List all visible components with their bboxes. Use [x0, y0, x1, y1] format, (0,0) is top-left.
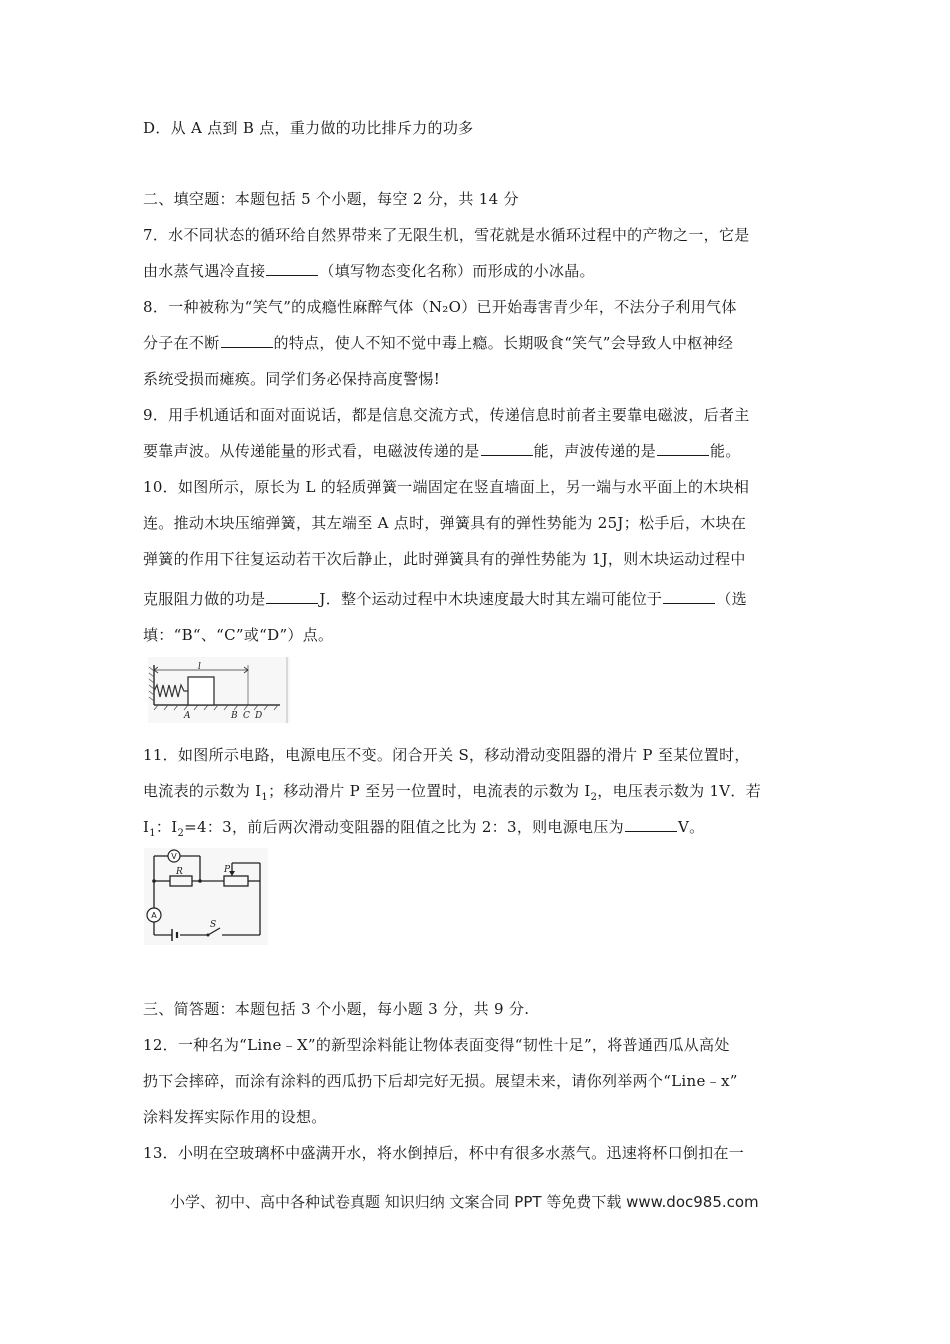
label-d: D — [255, 711, 263, 721]
q7-line1: 7．水不同状态的循环给自然界带来了无限生机，雪花就是水循环过程中的产物之一，它是 — [143, 226, 750, 244]
q12-line1: 12．一种名为“Line﹣X”的新型涂料能让物体表面变得“韧性十足”，将普通西瓜从高处 — [143, 1036, 730, 1054]
subscript: 1 — [261, 792, 269, 803]
label-s: S — [210, 920, 217, 930]
label-a: A — [151, 911, 157, 920]
q10-line3: 弹簧的作用下往复运动若干次后静止，此时弹簧具有的弹性势能为 1J，则木块运动过程中 — [143, 550, 746, 568]
q11-line2 — [143, 781, 761, 808]
q13-line1: 13．小明在空玻璃杯中盛满开水，将水倒掉后，杯中有很多水蒸气。迅速将杯口倒扣在一 — [143, 1144, 745, 1162]
q7-text-a: 由水蒸气遇冷直接 — [143, 262, 266, 280]
section3-heading: 三、简答题：本题包括 3 个小题，每小题 3 分，共 9 分. — [143, 1000, 530, 1018]
q9-text-c: 能。 — [710, 442, 741, 460]
q11-text-d: I — [143, 818, 150, 836]
q12-line3: 涂料发挥实际作用的设想。 — [143, 1108, 327, 1126]
q8-line2 — [143, 333, 733, 353]
q10-text-a: 克服阻力做的功是 — [143, 590, 266, 608]
q8-text-a: 分子在不断 — [143, 334, 220, 352]
spring-block-figure — [148, 657, 290, 723]
answer-blank[interactable] — [481, 441, 533, 456]
q10-text-c: （选 — [716, 590, 747, 608]
q9-text-b: 能，声波传递的是 — [533, 442, 657, 460]
q11-line3 — [143, 817, 704, 844]
label-l: l — [198, 662, 201, 672]
label-c: C — [243, 711, 250, 721]
label-r: R — [176, 867, 183, 877]
q10-line2: 连。推动木块压缩弹簧，其左端至 A 点时，弹簧具有的弹性势能为 25J；松手后，木块在 — [143, 514, 747, 532]
q11-text-f: =4：3，前后两次滑动变阻器的阻值之比为 2：3，则电源电压为 — [184, 818, 624, 836]
q9-line2 — [143, 441, 741, 461]
page-footer: 小学、初中、高中各种试卷真题 知识归纳 文案合同 PPT 等免费下载 www.doc985.com — [170, 1193, 759, 1211]
answer-blank[interactable] — [625, 817, 677, 832]
subscript: 2 — [177, 828, 185, 839]
q11-text-e: ：I — [155, 818, 178, 836]
q11-text-b: ；移动滑片 P 至另一位置时，电流表的示数为 I — [268, 782, 591, 800]
section2-heading: 二、填空题：本题包括 5 个小题，每空 2 分，共 14 分 — [143, 190, 519, 208]
q10-line4 — [143, 589, 747, 609]
label-p: P — [224, 865, 231, 875]
q8-line1: 8．一种被称为“笑气”的成瘾性麻醉气体（N₂O）已开始毒害青少年，不法分子利用气体 — [143, 298, 737, 316]
q12-line2: 扔下会摔碎，而涂有涂料的西瓜扔下后却完好无损。展望未来，请你列举两个“Line﹣x” — [143, 1072, 738, 1090]
label-a: A — [184, 711, 191, 721]
answer-blank[interactable] — [221, 333, 273, 348]
q10-line5: 填：“B“、“C”或“D”）点。 — [143, 626, 334, 644]
q8-line3: 系统受损而瘫痪。同学们务必保持高度警惕! — [143, 370, 441, 388]
q7-text-b: （填写物态变化名称）而形成的小冰晶。 — [319, 262, 595, 280]
label-b: B — [231, 711, 238, 721]
q10-text-b: J．整个运动过程中木块速度最大时其左端可能位于 — [319, 590, 663, 608]
answer-blank[interactable] — [657, 441, 709, 456]
answer-blank[interactable] — [266, 261, 318, 276]
label-v: V — [171, 852, 177, 861]
answer-blank[interactable] — [663, 589, 715, 604]
subscript: 1 — [149, 828, 156, 839]
q9-line1: 9．用手机通话和面对面说话，都是信息交流方式，传递信息时前者主要靠电磁波，后者主 — [143, 406, 750, 424]
q9-text-a: 要靠声波。从传递能量的形式看，电磁波传递的是 — [143, 442, 480, 460]
q8-text-b: 的特点，使人不知不觉中毒上瘾。长期吸食“笑气”会导致人中枢神经 — [273, 334, 734, 352]
q7-line2 — [143, 261, 595, 281]
answer-blank[interactable] — [266, 589, 318, 604]
q6-option-d: D．从 A 点到 B 点，重力做的功比排斥力的功多 — [143, 119, 474, 137]
subscript: 2 — [590, 792, 598, 803]
q11-text-a: 电流表的示数为 I — [143, 782, 262, 800]
q11-line1: 11．如图所示电路，电源电压不变。闭合开关 S，移动滑动变阻器的滑片 P 至某位置时， — [143, 746, 750, 764]
q11-text-g: V。 — [677, 818, 705, 836]
circuit-figure — [144, 848, 268, 945]
q10-line1: 10．如图所示，原长为 L 的轻质弹簧一端固定在竖直墙面上，另一端与水平面上的木块相 — [143, 478, 750, 496]
q11-text-c: ，电压表示数为 1V．若 — [597, 782, 762, 800]
